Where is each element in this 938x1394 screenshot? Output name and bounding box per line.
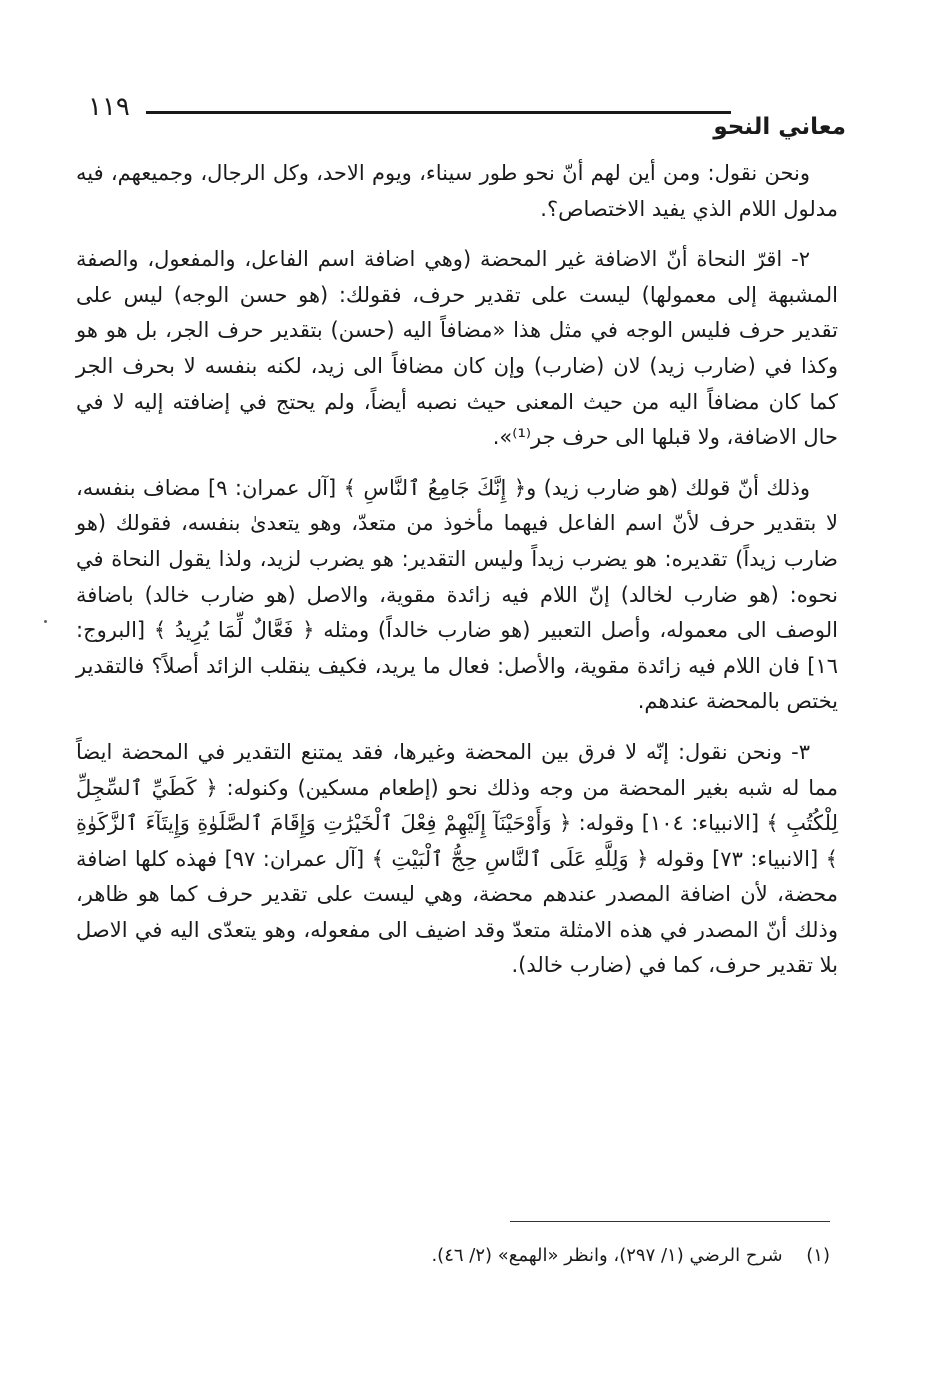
paragraph-1: ونحن نقول: ومن أين لهم أنّ نحو طور سيناء، ويوم الاحد، وكل الرجال، وجميعهم، فيه مدلول اللام الذي يفيد الاختصاص؟. — [76, 161, 838, 221]
paragraph-2: ٢- اقرّ النحاة أنّ الاضافة غير المحضة (وهي اضافة اسم الفاعل، والمفعول، والصفة المشبهة إلى معمولها) ليست على تقدير حرف، فقولك: (هو حسن الوجه) ليس على تقدير حرف فليس الوجه في مثل هذا «مضافاً اليه (حسن) بتقدير حرف الجر، بل هو هو وكذا في (ضارب زيد) لان (ضارب) وإن كان مضافاً الى زيد، لكنه بنفسه لا بحرف الجر كما كان مضافاً اليه من حيث المعنى حيث نصبه أيضاً، ولم يحتج في إضافته إليه لا في حال الاضافة، ولا قبلها الى حرف جر⁽¹⁾». — [76, 247, 838, 450]
margin-mark — [44, 620, 47, 623]
body-text — [76, 156, 838, 984]
footnote-marker: (١) — [806, 1245, 830, 1266]
footnote-text: شرح الرضي (١/ ٢٩٧)، وانظر «الهمع» (٢/ ٤٦). — [431, 1245, 783, 1266]
header-rule — [146, 111, 731, 114]
running-title: معاني النحو — [713, 114, 846, 140]
paragraph-4: ٣- ونحن نقول: إنّه لا فرق بين المحضة وغيرها، فقد يمتنع التقدير في المحضة ايضاً مما له شبه بغير المحضة من وجه وذلك نحو (إطعام مسكين) وكنوله: ﴿ كَطَيِّ ٱلسِّجِلِّ لِلْكُتُبِ ﴾ [الانبياء: ١٠٤] وقوله: ﴿ وَأَوْحَيْنَآ إِلَيْهِمْ فِعْلَ ٱلْخَيْرَٰتِ وَإِقَامَ ٱلصَّلَوٰةِ وَإِيتَآءَ ٱلزَّكَوٰةِ ﴾ [الانبياء: ٧٣] وقوله ﴿ وَلِلَّهِ عَلَى ٱلنَّاسِ حِجُّ ٱلْبَيْتِ ﴾ [آل عمران: ٩٧] فهذه كلها اضافة محضة، لأن اضافة المصدر عندهم محضة، وهي ليست على تقدير حرف كما هو ظاهر، وذلك أنّ المصدر في هذه الامثلة متعدّ وقد اضيف الى مفعوله، وهو يتعدّى اليه في الاصل بلا تقدير حرف، كما في (ضارب خالد). — [76, 739, 838, 978]
page-number: ١١٩ — [88, 92, 130, 122]
footnote — [120, 1242, 830, 1270]
page-header — [88, 92, 846, 152]
paragraph-3: وذلك أنّ قولك (هو ضارب زيد) و﴿ إِنَّكَ جَامِعُ ٱلنَّاسِ ﴾ [آل عمران: ٩] مضاف بنفسه، لا بتقدير حرف لأنّ اسم الفاعل فيهما مأخوذ من متعدّ، وهو يتعدىٰ بنفسه، فقولك (هو ضارب زيداً) تقديره: هو يضرب زيداً وليس التقدير: هو يضرب لزيد، ولذا يقول النحاة في نحوه: (هو ضارب لخالد) إنّ اللام فيه زائدة مقوية، والاصل (هو ضارب خالد) باضافة الوصف الى معموله، وأصل التعبير (هو ضارب خالداً) ومثله ﴿ فَعَّالٌ لِّمَا يُرِيدُ ﴾ [البروج: ١٦] فان اللام فيه زائدة مقوية، والأصل: فعال ما يريد، فكيف ينقلب الزائد أصلاً؟ فالتقدير يختص بالمحضة عندهم. — [76, 475, 838, 714]
footnote-rule — [510, 1221, 830, 1222]
